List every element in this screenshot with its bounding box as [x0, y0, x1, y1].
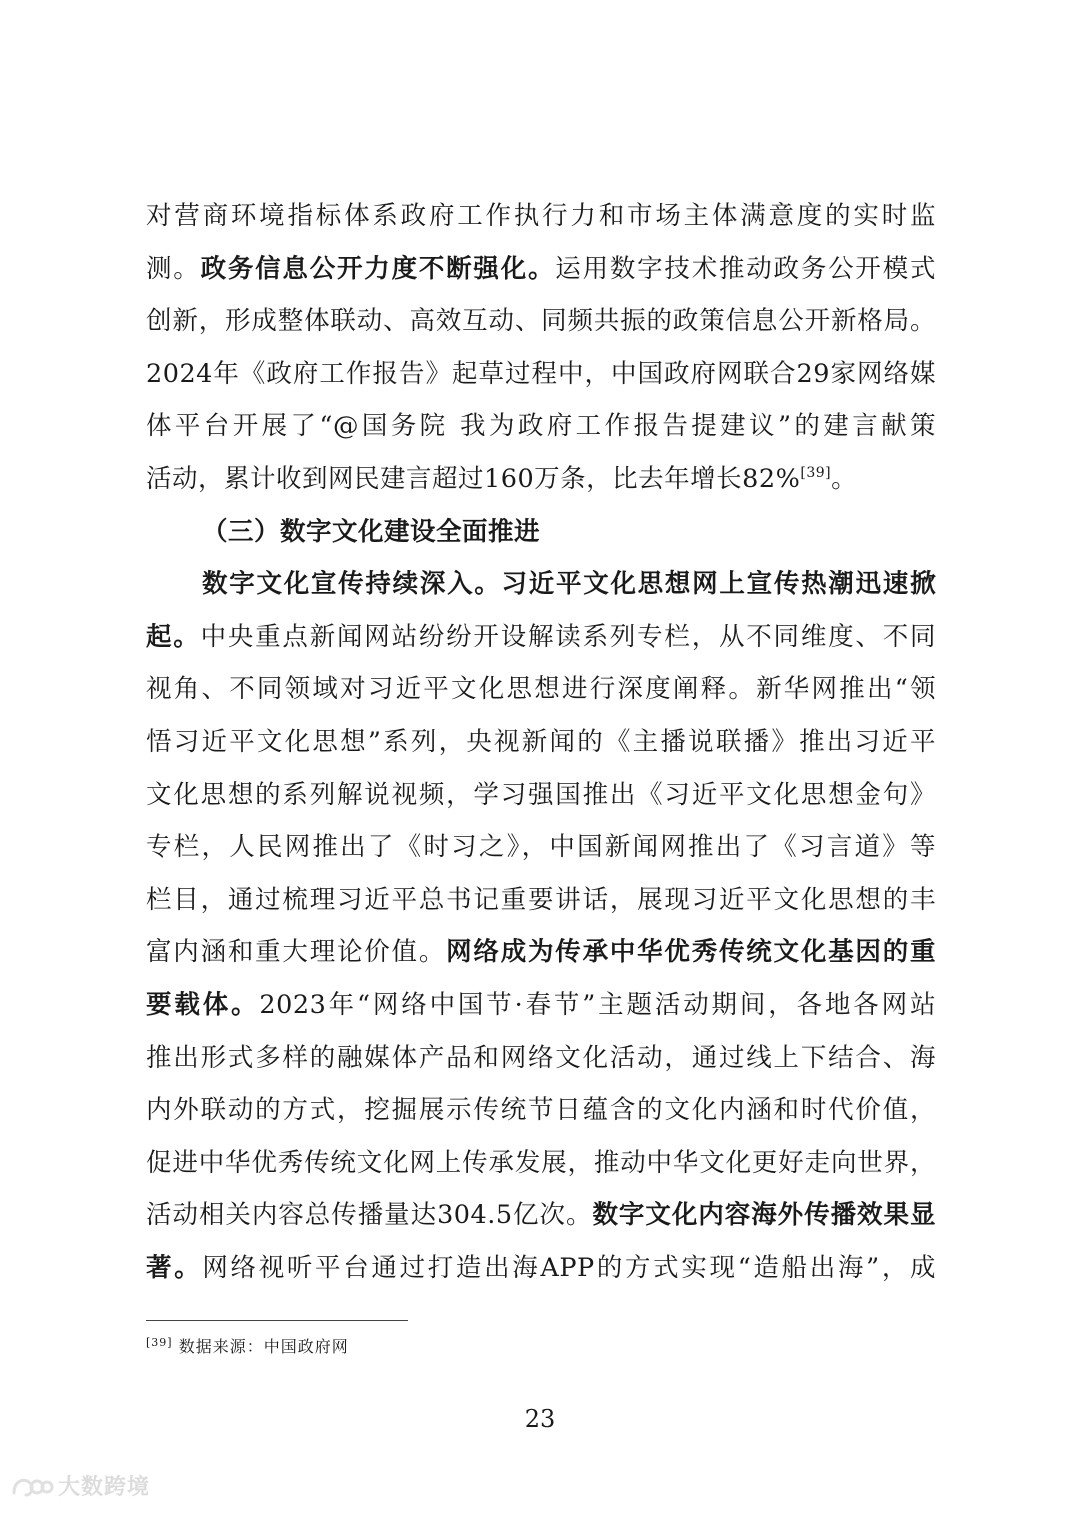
watermark — [10, 1470, 150, 1501]
text-run: 创新，形成整体联动、高效互动、同频共振的政策信息公开新格局。 — [146, 306, 936, 337]
footnote-text: 数据来源：中国政府网 — [178, 1337, 349, 1356]
text-run: 体平台开展了“@国务院 我为政府工作报告提建议”的建言献策 — [146, 411, 936, 442]
text-run: 活动，累计收到网民建言超过160万条，比去年增长82% — [146, 463, 801, 494]
text-line — [146, 243, 936, 296]
text-line — [146, 1032, 936, 1085]
text-line — [146, 874, 936, 927]
watermark-logo-icon — [10, 1471, 54, 1501]
text-line — [146, 558, 936, 611]
text-run: 中央重点新闻网站纷纷开设解读系列专栏，从不同维度、不同 — [200, 621, 936, 652]
text-line — [146, 295, 936, 348]
text-run: 富内涵和重大理论价值。 — [146, 937, 447, 968]
text-run: 悟习近平文化思想”系列，央视新闻的《主播说联播》推出习近平 — [146, 726, 936, 757]
text-line — [146, 1189, 936, 1242]
text-run: 文化思想的系列解说视频，学习强国推出《习近平文化思想金句》 — [146, 779, 936, 810]
text-line — [146, 1242, 936, 1295]
text-run: 内外联动的方式，挖掘展示传统节日蕴含的文化内涵和时代价值， — [146, 1095, 936, 1126]
text-run: 对营商环境指标体系政府工作执行力和市场主体满意度的实时监 — [146, 201, 936, 231]
text-line — [146, 348, 936, 401]
text-line — [146, 1084, 936, 1137]
text-run: 网络视听平台通过打造出海APP的方式实现“造船出海”，成 — [202, 1252, 936, 1283]
text-run: 2024年《政府工作报告》起草过程中，中国政府网联合29家网络媒 — [146, 358, 936, 389]
text-run: 。 — [831, 463, 858, 494]
body-text — [146, 190, 936, 1294]
text-run: 促进中华优秀传统文化网上传承发展，推动中华文化更好走向世界， — [146, 1147, 936, 1178]
text-line — [146, 663, 936, 716]
text-run: 运用数字技术推动政务公开模式 — [555, 253, 936, 284]
bold-text-run: 数字文化宣传持续深入。习近平文化思想网上宣传热潮迅速掀 — [202, 569, 936, 600]
text-line — [146, 453, 936, 506]
section-heading — [146, 506, 936, 559]
footnote — [146, 1334, 349, 1360]
text-line — [146, 716, 936, 769]
text-run: 2023年“网络中国节·春节”主题活动期间，各地各网站 — [259, 989, 936, 1020]
text-line — [146, 769, 936, 822]
bold-text-run: 著。 — [146, 1252, 203, 1283]
footnote-reference: [39] — [800, 464, 832, 481]
text-run: 栏目，通过梳理习近平总书记重要讲话，展现习近平文化思想的丰 — [146, 884, 936, 915]
text-line — [146, 611, 936, 664]
text-run: 测。 — [146, 253, 201, 284]
bold-text-run: 要载体。 — [146, 989, 260, 1020]
text-line — [146, 190, 936, 243]
bold-text-run: 网络成为传承中华优秀传统文化基因的重 — [446, 937, 936, 968]
text-line — [146, 400, 936, 453]
text-line — [146, 1137, 936, 1190]
bold-text-run: 数字文化内容海外传播效果显 — [592, 1200, 936, 1231]
footnote-divider — [146, 1320, 408, 1321]
footnote-marker: [39] — [146, 1336, 173, 1349]
text-line — [146, 926, 936, 979]
bold-text-run: 政务信息公开力度不断强化。 — [200, 253, 556, 284]
bold-text-run: 起。 — [146, 621, 201, 652]
page-number: 23 — [524, 1405, 556, 1433]
watermark-text: 大数跨境 — [58, 1475, 151, 1500]
text-line — [146, 979, 936, 1032]
text-run: 推出形式多样的融媒体产品和网络文化活动，通过线上下结合、海 — [146, 1042, 936, 1073]
bold-text-run: （三）数字文化建设全面推进 — [202, 516, 541, 547]
text-run: 专栏，人民网推出了《时习之》，中国新闻网推出了《习言道》等 — [146, 832, 936, 863]
text-run: 活动相关内容总传播量达304.5亿次。 — [146, 1200, 593, 1231]
text-line — [146, 821, 936, 874]
text-run: 视角、不同领域对习近平文化思想进行深度阐释。新华网推出“领 — [146, 674, 936, 705]
